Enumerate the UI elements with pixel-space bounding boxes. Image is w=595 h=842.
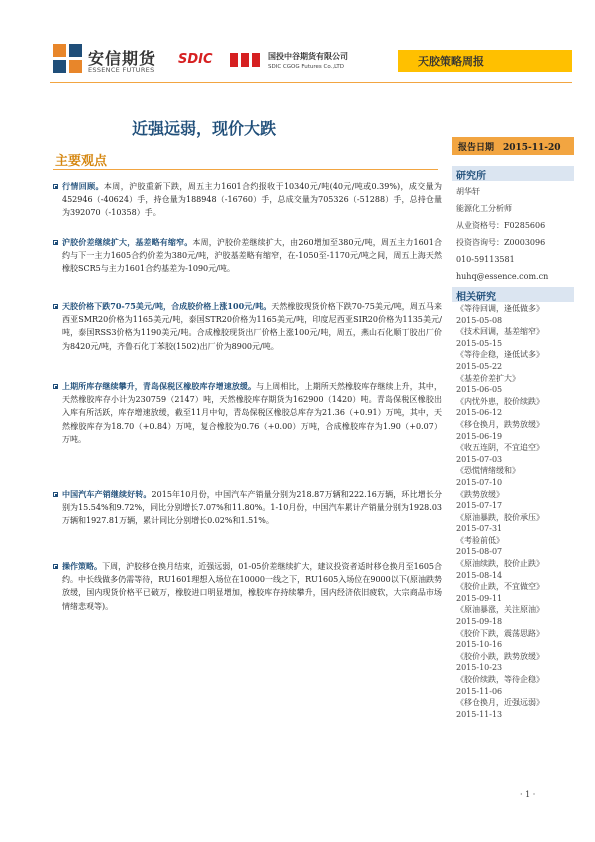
paragraph-market-review bbox=[62, 180, 442, 220]
related-item-date: 2015-06-12 bbox=[456, 408, 503, 418]
related-item-title[interactable]: 《原油暴涨，关注原油》 bbox=[456, 605, 544, 615]
related-item-date: 2015-10-23 bbox=[456, 663, 503, 673]
related-item-title[interactable]: 《胶价下跌，震荡思路》 bbox=[456, 628, 544, 638]
analyst-license: 从业资格号：F0285606 bbox=[456, 221, 546, 230]
related-item-title[interactable]: 《胶价续跌，等待企稳》 bbox=[456, 675, 544, 684]
key-points-divider bbox=[53, 169, 438, 170]
related-item-date: 2015-07-17 bbox=[456, 501, 503, 511]
paragraph-lead: 操作策略。 bbox=[62, 561, 103, 571]
related-item-title[interactable]: 《收五连阴，不宜追空》 bbox=[456, 443, 544, 453]
bullet-icon bbox=[53, 184, 58, 189]
analyst-name: 胡华轩 bbox=[456, 187, 480, 196]
page-title: 近强远弱，现价大跌 bbox=[132, 119, 277, 138]
related-item-date: 2015-06-19 bbox=[456, 431, 503, 441]
paragraph-lead: 行情回顾。 bbox=[62, 181, 104, 191]
related-item-title[interactable]: 《等待回调，逢低做多》 bbox=[456, 304, 544, 313]
bullet-icon bbox=[53, 492, 58, 497]
related-item-date: 2015-09-11 bbox=[456, 593, 503, 603]
institute-heading: 研究所 bbox=[456, 171, 486, 182]
paragraph-inventory bbox=[62, 380, 442, 446]
related-item-title[interactable]: 《技术回调，基差缩窄》 bbox=[456, 327, 544, 337]
paragraph-text: 与上周相比，上期所天然橡胶库存继续上升，其中，天然橡胶库存小计为230759（2147）吨，天然橡胶库存期货为162900（1420）吨。青岛保税区橡胶出入库有所活跃，库存增速放缓，截至11月中旬，青岛保税区橡胶总库存为21.36（+0.91）万吨，其中，天然橡胶库存为18.70（+0.84）万吨，复合橡胶为0.76（+0.00）万吨，合成橡胶库存为1.90（+0.07）万吨。 bbox=[62, 382, 443, 444]
brand-name-cn: 安信期货 bbox=[88, 49, 157, 68]
paragraph-spread bbox=[62, 236, 442, 276]
related-list bbox=[456, 303, 574, 720]
paragraph-text: 本周，沪胶价差继续扩大，由260增加至380元/吨，周五主力1601合约与下一主力1605合约价差为380元/吨，沪胶基差略有缩窄，在-1050至-1170元/吨之间，周五上海天然橡胶SCR5与主力1601合约基差为-1090元/吨。 bbox=[62, 238, 443, 274]
related-item-title[interactable]: 《移仓换月，近强远弱》 bbox=[456, 698, 544, 708]
paragraph-text: 2015年10月份，中国汽车产销量分别为218.87万辆和222.16万辆，环比增长分别为15.54%和9.72%，同比分别增长7.07%和11.80%。1-10月份，中国汽车累计产销量分别为1928.03万辆和1927.81万辆，累计同比分别增长0.02%和1.51%。 bbox=[62, 490, 442, 526]
related-item-title[interactable]: 《原油续跌，胶价止跌》 bbox=[456, 559, 544, 569]
paragraph-text: 本周，沪胶重新下跌，周五主力1601合约报收于10340元/吨(40元/吨或0.39%)，成交量为452946（-40624）手，持仓量为188948（-16760）手，总成交量为705326（-51288）手，总持仓量为392070（-10358）手。 bbox=[62, 182, 442, 218]
paragraph-text: 下周，沪胶移仓换月结束，近强远弱，01-05价差继续扩大，建议投资者适时移仓换月至1605合约。中长线做多仍需等待，RU1601理想入场位在10000一线之下，RU1605入场位在9000以下(原油跌势放缓，国内现货价格平已破万，橡胶进口明显增加，橡胶库存持续攀升，国内经济依旧疲软，大宗商品市场情绪悲观等)。 bbox=[62, 562, 443, 611]
bullet-icon bbox=[53, 564, 58, 569]
related-item-date: 2015-11-13 bbox=[456, 709, 503, 719]
related-item-date: 2015-08-14 bbox=[456, 570, 503, 580]
key-points-heading: 主要观点 bbox=[55, 154, 108, 169]
partner-mark: SDIC bbox=[178, 52, 213, 67]
partner-name-cn: 国投中谷期货有限公司 bbox=[268, 52, 348, 61]
paragraph-lead: 上期所库存继续攀升，青岛保税区橡胶库存增速放缓。 bbox=[62, 381, 257, 391]
related-item-date: 2015-06-05 bbox=[456, 385, 503, 395]
bullet-icon bbox=[53, 304, 58, 309]
analyst-role: 能源化工分析师 bbox=[456, 204, 512, 213]
related-item-date: 2015-05-22 bbox=[456, 361, 503, 371]
paragraph-auto-sales bbox=[62, 488, 442, 528]
page-number: · 1 · bbox=[520, 790, 536, 799]
related-item-date: 2015-07-10 bbox=[456, 477, 503, 487]
related-item-title[interactable]: 《跌势放缓》 bbox=[456, 489, 504, 499]
partner-name-en: SDIC CGOG Futures Co.,LTD bbox=[268, 64, 345, 70]
related-item-date: 2015-10-16 bbox=[456, 640, 503, 650]
analyst-advisor-number: 投资咨询号：Z0003096 bbox=[456, 238, 546, 247]
related-item-date: 2015-08-07 bbox=[456, 547, 503, 557]
related-item-date: 2015-07-03 bbox=[456, 454, 503, 464]
related-heading: 相关研究 bbox=[456, 292, 496, 303]
paragraph-lead: 天胶价格下跌70-75美元/吨，合成胶价格上涨100元/吨。 bbox=[62, 301, 272, 311]
paragraph-lead: 沪胶价差继续扩大，基差略有缩窄。 bbox=[62, 237, 193, 247]
paragraph-lead: 中国汽车产销继续好转。 bbox=[62, 489, 152, 499]
analyst-email[interactable]: huhq@essence.com.cn bbox=[456, 272, 549, 281]
related-item-title[interactable]: 《恐慌情绪缓和》 bbox=[456, 466, 520, 476]
brand-name-en: ESSENCE FUTURES bbox=[88, 66, 155, 74]
report-date: 报告日期 2015-11-20 bbox=[458, 143, 561, 153]
related-item-title[interactable]: 《等待企稳，逢低试多》 bbox=[456, 350, 544, 360]
related-item-title[interactable]: 《原油暴跌，胶价承压》 bbox=[456, 512, 544, 522]
report-type: 天胶策略周报 bbox=[418, 55, 484, 68]
header-divider bbox=[50, 82, 572, 83]
paragraph-prices bbox=[62, 300, 442, 353]
sdic-logo-icon bbox=[228, 50, 262, 70]
bullet-icon bbox=[53, 240, 58, 245]
related-item-title[interactable]: 《内忧外患，胶价续跌》 bbox=[456, 396, 544, 406]
related-item-title[interactable]: 《移仓换月，跌势放缓》 bbox=[456, 419, 544, 429]
paragraph-strategy bbox=[62, 560, 442, 613]
related-item-title[interactable]: 《基差价差扩大》 bbox=[456, 373, 520, 383]
related-item-date: 2015-11-06 bbox=[456, 686, 503, 696]
analyst-phone: 010-59113581 bbox=[456, 255, 515, 264]
related-item-title[interactable]: 《考验前低》 bbox=[456, 535, 504, 545]
related-item-title[interactable]: 《胶价小跌，跌势放缓》 bbox=[456, 651, 544, 661]
related-item-title[interactable]: 《胶价止跌，不宜做空》 bbox=[456, 582, 544, 592]
related-item-date: 2015-05-08 bbox=[456, 315, 503, 325]
related-item-date: 2015-07-31 bbox=[456, 524, 503, 534]
related-item-date: 2015-09-18 bbox=[456, 617, 503, 627]
paragraph-text: 天然橡胶现货价格下跌70-75美元/吨，周五马来西亚SMR20价格为1165美元/吨，泰国STR20价格为1165美元/吨，印度尼西亚SIR20价格为1135美元/吨，泰国RSS3价格为1190美元/吨。合成橡胶现货出厂价格上涨100元/吨，周五，燕山石化顺丁胶出厂价为8420元/吨，齐鲁石化丁苯胶(1502)出厂价为8900元/吨。 bbox=[62, 302, 442, 351]
essence-logo-icon bbox=[53, 44, 83, 74]
bullet-icon bbox=[53, 384, 58, 389]
related-item-date: 2015-05-15 bbox=[456, 338, 503, 348]
